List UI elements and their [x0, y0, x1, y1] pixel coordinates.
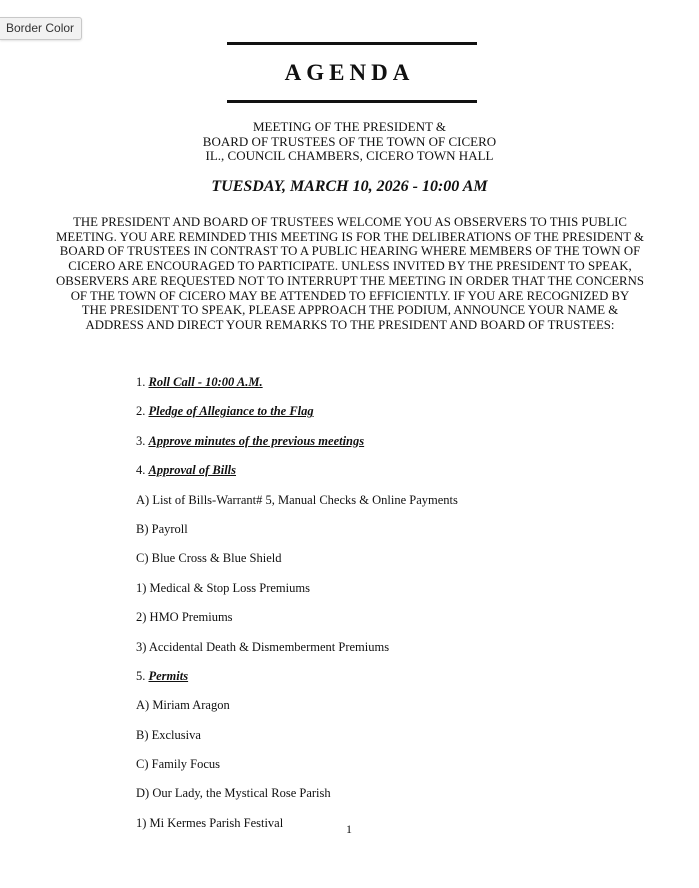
agenda-item [136, 697, 458, 726]
item-number: 3. [136, 433, 149, 448]
item-heading: Permits [148, 668, 189, 683]
welcome-line: OF THE TOWN OF CICERO MAY BE ATTENDED TO EFFICIENTLY. IF YOU ARE RECOGNIZED BY [70, 288, 630, 303]
agenda-item [136, 550, 458, 579]
agenda-item [136, 462, 458, 491]
meeting-heading [0, 120, 699, 164]
item-text: C) Family Focus [136, 757, 221, 772]
border-color-button[interactable]: Border Color [0, 17, 82, 40]
meeting-heading-line: IL., COUNCIL CHAMBERS, CICERO TOWN HALL [205, 148, 494, 164]
agenda-item [136, 727, 458, 756]
agenda-item [136, 668, 458, 697]
item-number: 1. [136, 375, 149, 389]
item-text: 1) Mi Kermes Parish Festival [136, 815, 284, 830]
agenda-items [136, 374, 458, 844]
welcome-line: OBSERVERS ARE REQUESTED NOT TO INTERRUPT THE MEETING IN ORDER THAT THE CONCERNS [56, 273, 644, 288]
item-text: 1) Medical & Stop Loss Premiums [136, 580, 310, 595]
welcome-line: ADDRESS AND DIRECT YOUR REMARKS TO THE PRESIDENT AND BOARD OF TRUSTEES: [85, 317, 615, 332]
agenda-item [136, 815, 458, 844]
item-heading: Roll Call - 10:00 A.M. [148, 375, 263, 389]
welcome-line: MEETING. YOU ARE REMINDED THIS MEETING IS FOR THE DELIBERATIONS OF THE PRESIDENT & [56, 229, 644, 244]
item-text: C) Blue Cross & Blue Shield [136, 551, 282, 566]
item-number: 4. [136, 463, 149, 478]
title-rule-bottom [227, 100, 477, 103]
item-text: A) Miriam Aragon [136, 698, 230, 713]
item-text: A) List of Bills-Warrant# 5, Manual Checks & Online Payments [136, 492, 458, 507]
meeting-heading-line: BOARD OF TRUSTEES OF THE TOWN OF CICERO [202, 133, 497, 149]
title-rule-top [227, 42, 477, 45]
agenda-item [136, 374, 458, 403]
agenda-item [136, 492, 458, 521]
item-number: 5. [136, 668, 149, 683]
agenda-item [136, 756, 458, 785]
item-text: B) Payroll [136, 521, 188, 536]
welcome-line: THE PRESIDENT AND BOARD OF TRUSTEES WELCOME YOU AS OBSERVERS TO THIS PUBLIC [73, 215, 627, 229]
agenda-item [136, 639, 458, 668]
item-heading: Approval of Bills [148, 463, 237, 478]
welcome-line: CICERO ARE ENCOURAGED TO PARTICIPATE. UNLESS INVITED BY THE PRESIDENT TO SPEAK, [68, 259, 632, 274]
agenda-item [136, 580, 458, 609]
item-text: B) Exclusiva [136, 727, 201, 742]
item-text: 3) Accidental Death & Dismemberment Premiums [136, 639, 390, 654]
agenda-title: AGENDA [284, 60, 415, 85]
meeting-heading-line: MEETING OF THE PRESIDENT & [252, 119, 447, 134]
agenda-item [136, 433, 458, 462]
agenda-item [136, 609, 458, 638]
item-heading: Pledge of Allegiance to the Flag [148, 404, 314, 419]
agenda-item [136, 521, 458, 550]
welcome-line: THE PRESIDENT TO SPEAK, PLEASE APPROACH THE PODIUM, ANNOUNCE YOUR NAME & [81, 303, 619, 318]
item-number: 2. [136, 404, 149, 419]
item-heading: Approve minutes of the previous meetings [148, 433, 365, 448]
agenda-item [136, 403, 458, 432]
agenda-item [136, 785, 458, 814]
item-text: D) Our Lady, the Mystical Rose Parish [136, 786, 331, 801]
meeting-date: TUESDAY, MARCH 10, 2026 - 10:00 AM [211, 178, 488, 195]
welcome-statement [40, 215, 660, 333]
item-text: 2) HMO Premiums [136, 610, 233, 625]
welcome-line: BOARD OF TRUSTEES IN CONTRAST TO A PUBLIC HEARING WHERE MEMBERS OF THE TOWN OF [59, 244, 641, 259]
page-number: 1 [346, 822, 352, 836]
